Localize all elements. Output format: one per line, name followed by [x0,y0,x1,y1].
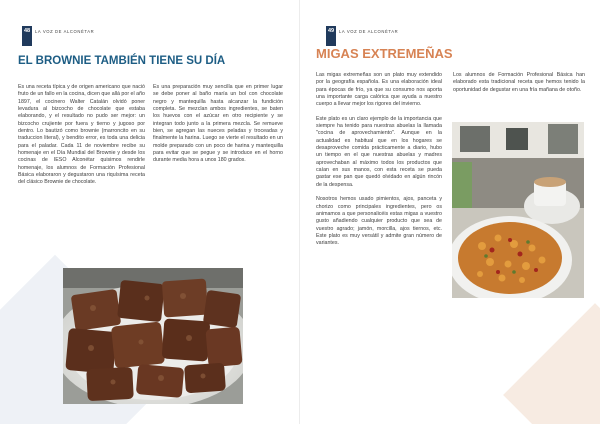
article-column-2: Los alumnos de Formación Profesional Básica han elaborado esta tradicional receta que hemos tenido la oportunidad de degustar en una fría mañana de otoño. [453,72,585,93]
article-column-1 [316,72,442,248]
magazine-name: LA VOZ DE ALCONÉTAR [339,29,399,34]
right-page [300,0,600,424]
migas-photo [452,122,584,298]
paragraph: Nosotros hemos usado pimientos, ajos, panceta y chorizo como principales ingredientes, pero os animamos a que personalicéis estas migas a vuestro gusto añadiendo cualquier producto que sea de vuestro agrado; jamón, morcilla, ajos tiernos, etc. Este plato es muy versátil y admite gran número de variantes. [316,196,442,247]
paragraph: Este plato es un claro ejemplo de la importancia que siempre ha tenido para nuestras abuelas la llamada "cocina de aprovechamiento". Aunque en la actualidad es habitual que en los hogares se desaproveche comida prácticamente a diario, hubo un tiempo en el que nuestras abuelas y madres aprovechaban al máximo todos los productos que caían en sus manos, con esta receta se pueda gastar ese pan que quedó olvidado en algún rincón de la despensa. [316,115,442,188]
article-title: EL BROWNIE TAMBIÉN TIENE SU DÍA [18,55,226,67]
article-column-1: Es una receta típica y de origen americano que nació fruto de un fallo en la cocina, dicen que allá por el año 1897, el cocinero Walter Catalán olvidó poner levadura al bizcocho de chocolate que estaba elaborando, y el resultado no pudo ser mejor: un bizcocho crujiente por fuera y tierno y jugoso por dentro. Lo bautizó como brownie (marroncito en su traduccion literal), y bendito error, es toda una delicia para el paladar. Cada 11 de noviembre recibe su homenaje en el Día Mundial del Brownie y desde los cocinas de IESO Alconétar quisimos rendirle homenaje, los alumnos de Formación Profesional Básica elaboraron y degustaron una riquísima receta del clásico Brownie de chocolate. [18,84,145,186]
article-title: MIGAS EXTREMEÑAS [316,46,453,61]
page-number: 49 [327,28,335,34]
magazine-name: LA VOZ DE ALCONÉTAR [35,29,95,34]
brownie-photo [63,268,243,404]
decorative-diamond [503,303,600,424]
paragraph: Las migas extremeñas son un plato muy extendido por la geografía española. Es una elaboración ideal para épocas de frío, ya que su consumo nos aporta una importante carga calórica que ayuda a nuestro cuerpo a llevar mejor los rigores del invierno. [316,72,442,108]
article-column-2: Es una preparación muy sencilla que en primer lugar se debe poner al baño maría un bol con chocolate negro y mantequilla hasta alcanzar la fundición completa. Se mezclan ambos ingredientes, se baten los huevos con el azúcar en otro recipiente y se integran todo junto a la primera mezcla. Se remueve bien, se agregan las nueces peladas y troceadas y finalmente la harina. Luego se vierte el resultado en un molde preparado con un poco de harina y mantequilla para evitar que se pegue y se introduce en el horno durante media hora a unos 180 grados. [153,84,283,164]
page-number: 48 [23,28,31,34]
